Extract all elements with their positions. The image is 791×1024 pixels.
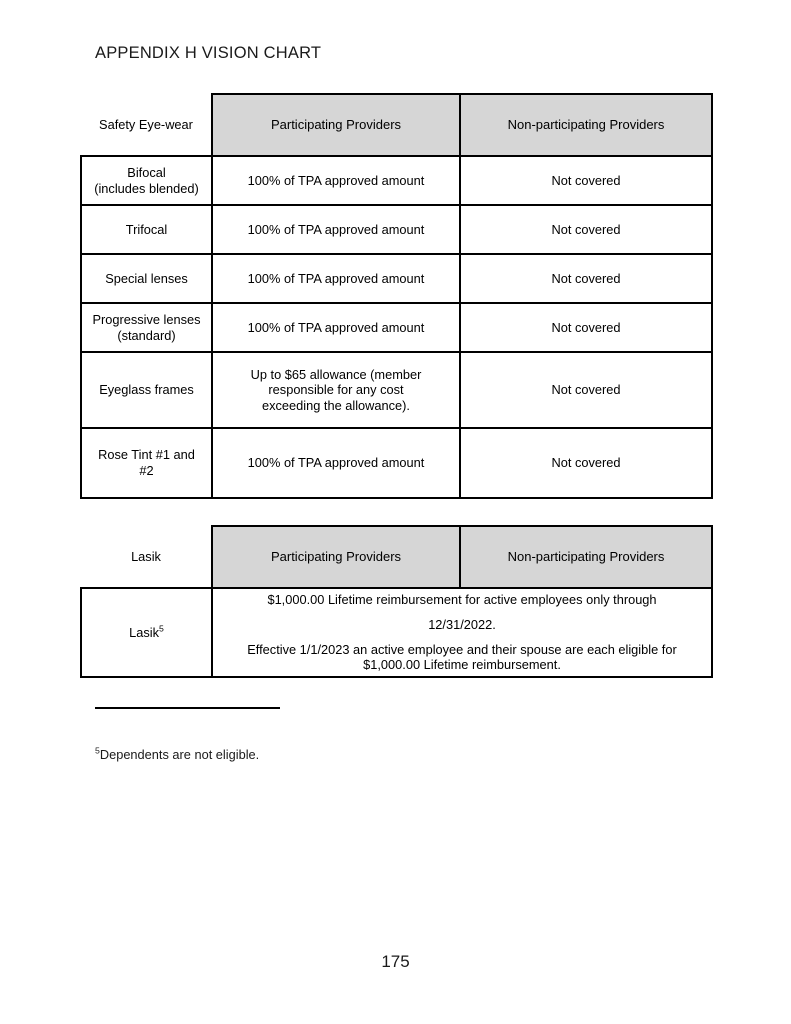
row-label-line2: (standard) [117, 327, 176, 343]
row-label-line1: Progressive lenses [92, 311, 201, 327]
page-number: 175 [381, 952, 410, 971]
cell-non-participating-progressive-lenses: Not covered [460, 303, 712, 352]
row-label-progressive-lenses [81, 303, 212, 352]
cell-participating-special-lenses: 100% of TPA approved amount [212, 254, 460, 303]
safety-eyewear-header-label: Safety Eye-wear [81, 94, 212, 156]
row-label-line1: Bifocal [127, 164, 166, 180]
row-label-line2: (includes blended) [94, 180, 199, 196]
lasik-table [80, 525, 713, 678]
cell-non-participating-trifocal: Not covered [460, 205, 712, 254]
column-header-non-participating: Non-participating Providers [460, 94, 712, 156]
safety-eyewear-table [80, 93, 713, 499]
footnote-body: Dependents are not eligible. [99, 747, 260, 762]
footnote-separator [95, 707, 280, 709]
table-row [81, 205, 712, 254]
footnote-marker: 5 [159, 623, 164, 634]
lasik-header-label: Lasik [81, 526, 212, 588]
row-label-line2: #2 [139, 463, 154, 478]
cell-participating-trifocal: 100% of TPA approved amount [212, 205, 460, 254]
footnote-marker: 5 [95, 745, 100, 756]
row-label-rose-tint [81, 428, 212, 498]
cell-non-participating-bifocal: Not covered [460, 156, 712, 205]
cell-non-participating-rose-tint: Not covered [460, 428, 712, 498]
table-row [81, 352, 712, 428]
cell-lasik-benefit-description [212, 588, 712, 677]
column-header-participating: Participating Providers [212, 526, 460, 588]
table-row [81, 303, 712, 352]
cell-participating-bifocal: 100% of TPA approved amount [212, 156, 460, 205]
table-row [81, 156, 712, 205]
table-row [81, 588, 712, 677]
row-label-bifocal [81, 156, 212, 205]
page-title: APPENDIX H VISION CHART [95, 44, 322, 62]
row-label-lasik [81, 588, 212, 677]
cell-non-participating-eyeglass-frames: Not covered [460, 352, 712, 428]
table-header-row [81, 94, 712, 156]
cell-participating-eyeglass-frames: Up to $65 allowance (member responsible for any cost exceeding the allowance). [212, 352, 460, 428]
row-label-line1: Rose Tint #1 and [98, 447, 195, 463]
row-label-eyeglass-frames: Eyeglass frames [81, 352, 212, 428]
row-label-special-lenses: Special lenses [81, 254, 212, 303]
cell-non-participating-special-lenses: Not covered [460, 254, 712, 303]
column-header-non-participating: Non-participating Providers [460, 526, 712, 588]
lasik-paragraph-3: Effective 1/1/2023 an active employee and their spouse are each eligible for $1,000.00 Lifetime reimbursement. [247, 641, 677, 673]
cell-participating-rose-tint: 100% of TPA approved amount [212, 428, 460, 498]
lasik-paragraph-1: $1,000.00 Lifetime reimbursement for active employees only through [267, 592, 657, 608]
column-header-participating: Participating Providers [212, 94, 460, 156]
row-label-text: Lasik [129, 624, 160, 640]
table-row [81, 254, 712, 303]
row-label-trifocal: Trifocal [81, 205, 212, 254]
table-row [81, 428, 712, 498]
lasik-paragraph-2: 12/31/2022. [428, 616, 496, 632]
cell-participating-progressive-lenses: 100% of TPA approved amount [212, 303, 460, 352]
table-header-row [81, 526, 712, 588]
footnote [95, 747, 259, 762]
